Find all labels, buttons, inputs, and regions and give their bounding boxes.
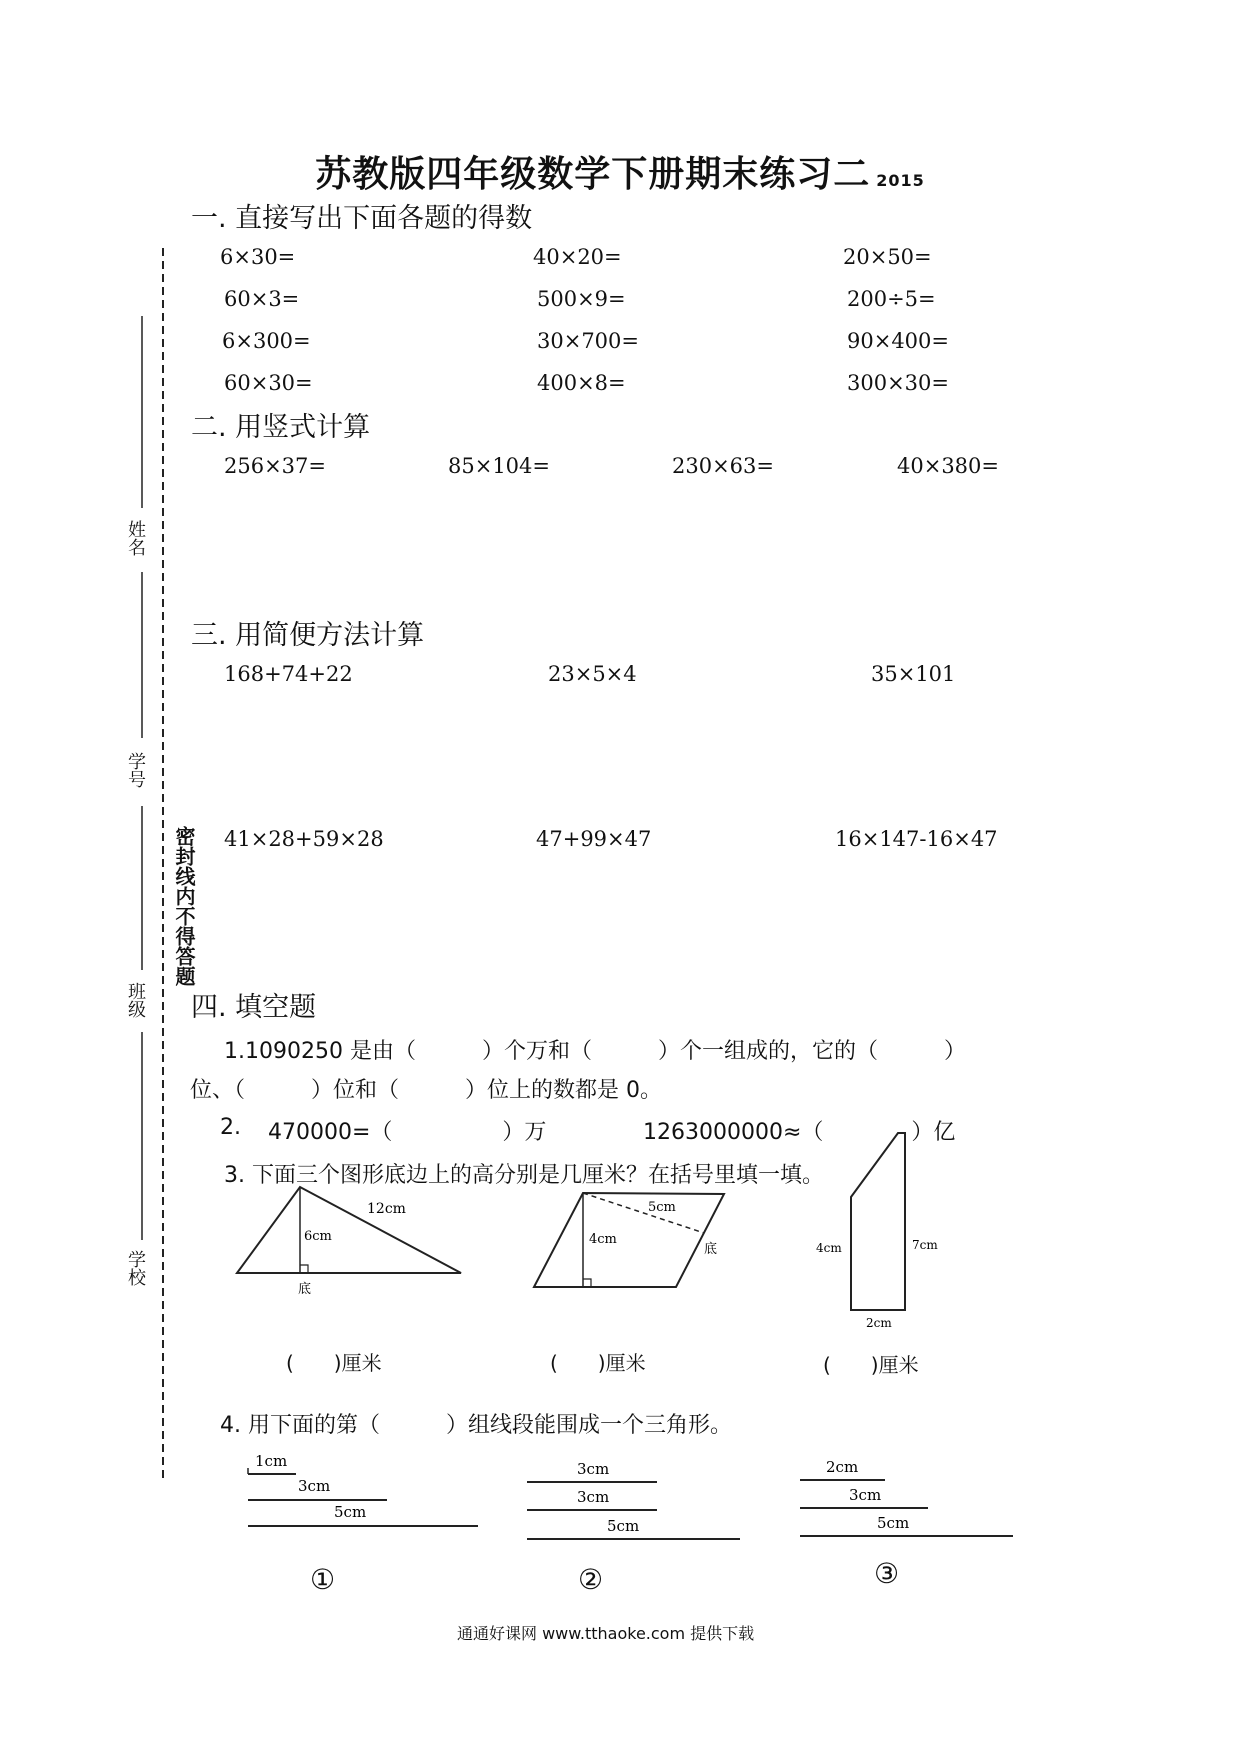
s1-item: 30×700= (537, 329, 639, 353)
group2-marker: ② (578, 1563, 604, 1596)
g2-seg2-label: 3cm (577, 1488, 610, 1506)
section4-heading: 四. 填空题 (191, 992, 317, 1023)
q3-text: 3. 下面三个图形底边上的高分别是几厘米？在括号里填一填。 (224, 1163, 824, 1188)
s1-item: 6×30= (220, 245, 296, 269)
s3-item: 16×147-16×47 (835, 827, 998, 851)
section1-heading: 一. 直接写出下面各题的得数 (191, 203, 533, 234)
g3-seg1-label: 2cm (826, 1458, 859, 1476)
g1-seg3-label: 5cm (334, 1503, 367, 1521)
s1-item: 90×400= (847, 329, 949, 353)
g3-seg2-label: 3cm (849, 1486, 882, 1504)
group3-marker: ③ (874, 1557, 900, 1590)
s1-item: 6×300= (222, 329, 311, 353)
s3-item: 168+74+22 (224, 662, 353, 686)
segment-group-3 (800, 1458, 1013, 1536)
fig3-left-label: 4cm (816, 1241, 842, 1255)
title-text: 苏教版四年级数学下册期末练习二 (315, 154, 871, 195)
fig2-answer-blank[interactable]: ( )厘米 (550, 1351, 646, 1375)
fig1-answer-blank[interactable]: ( )厘米 (286, 1351, 382, 1375)
name-label: 姓名 (125, 520, 146, 556)
s2-item: 256×37= (224, 454, 326, 478)
segment-group-2 (527, 1460, 740, 1539)
q2-part-a: 470000=（ ）万 (268, 1120, 547, 1145)
s1-item: 300×30= (847, 371, 949, 395)
fig2-base-label: 底 (704, 1242, 718, 1257)
s3-item: 35×101 (871, 662, 956, 686)
s2-item: 230×63= (672, 454, 774, 478)
g1-seg1-label: 1cm (255, 1452, 288, 1470)
q1-line1: 1.1090250 是由（ ）个万和（ ）个一组成的，它的（ ） (224, 1039, 966, 1064)
q1-line2: 位、（ ）位和（ ）位上的数都是 0。 (190, 1078, 662, 1103)
s2-item: 40×380= (897, 454, 999, 478)
q4-text: 4. 用下面的第（ ）组线段能围成一个三角形。 (220, 1413, 732, 1438)
title-year: 2015 (876, 171, 925, 190)
s1-item: 40×20= (533, 245, 622, 269)
fig1-side-label: 12cm (367, 1201, 406, 1217)
fig2-height-label: 4cm (589, 1232, 617, 1247)
s1-item: 60×30= (224, 371, 313, 395)
q2-part-b: 1263000000≈（ ）亿 (643, 1120, 956, 1145)
group1-marker: ① (310, 1563, 336, 1596)
fig1-height-label: 6cm (304, 1229, 332, 1244)
seal-note: 密封线内不得答题 (172, 826, 196, 986)
footer-text: 通通好课网 www.tthaoke.com 提供下载 (457, 1624, 755, 1643)
section3-heading: 三. 用简便方法计算 (191, 620, 425, 651)
s1-item: 500×9= (537, 287, 626, 311)
s1-item: 60×3= (224, 287, 300, 311)
class-label: 班级 (125, 982, 146, 1018)
g2-seg1-label: 3cm (577, 1460, 610, 1478)
fig3-answer-blank[interactable]: ( )厘米 (823, 1353, 919, 1377)
segment-group-1 (248, 1452, 478, 1526)
s2-item: 85×104= (448, 454, 550, 478)
g2-seg3-label: 5cm (607, 1517, 640, 1535)
s3-item: 47+99×47 (536, 827, 652, 851)
student-id-label: 学号 (125, 752, 146, 788)
g3-seg3-label: 5cm (877, 1514, 910, 1532)
s1-item: 200÷5= (847, 287, 936, 311)
q2-number: 2. (220, 1115, 241, 1140)
s3-item: 23×5×4 (548, 662, 637, 686)
s1-item: 400×8= (537, 371, 626, 395)
fig1-base-label: 底 (298, 1282, 312, 1297)
s1-item: 20×50= (843, 245, 932, 269)
school-label: 学校 (125, 1250, 146, 1286)
fig3-bottom-label: 2cm (866, 1316, 892, 1330)
fig3-right-label: 7cm (912, 1238, 938, 1252)
s3-item: 41×28+59×28 (224, 827, 384, 851)
fig2-side-label: 5cm (648, 1200, 676, 1215)
section2-heading: 二. 用竖式计算 (191, 412, 371, 443)
g1-seg2-label: 3cm (298, 1477, 331, 1495)
